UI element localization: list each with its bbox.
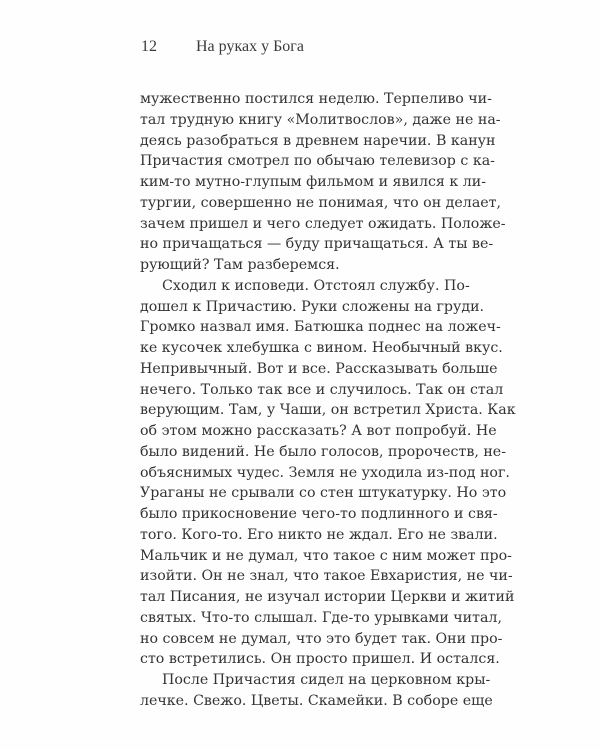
text-line: было прикосновение чего-то подлинного и свя-: [140, 506, 498, 522]
text-line: верующим. Там, у Чаши, он встретил Христа. Как: [140, 402, 516, 419]
text-line: но причащаться — буду причащаться. А ты ве-: [140, 236, 494, 253]
text-line: Мальчик и не думал, что такое с ним может про-: [140, 547, 512, 564]
text-line: деясь разобраться в древнем наречии. В канун: [140, 132, 496, 149]
text-line: зачем пришел и чего следует ожидать. Положе-: [140, 215, 506, 232]
text-line: было видений. Не было голосов, пророчеств, не-: [140, 443, 506, 460]
text-line: тал Писания, не изучал истории Церкви и житий: [140, 589, 515, 605]
text-line: нечего. Только так все и случилось. Так он стал: [140, 381, 504, 398]
text-line: об этом можно рассказать? А вот попробуй. Не: [140, 423, 497, 439]
text-line: рующий? Там разберемся.: [140, 257, 340, 273]
text-line: объяснимых чудес. Земля не уходила из-под ног.: [140, 464, 510, 481]
paragraph-start-line: Сходил к исповеди. Отстоял службу. По-: [162, 277, 470, 294]
text-line: святых. Что-то слышал. Где-то урывками читал,: [140, 609, 502, 626]
running-header: [141, 38, 471, 60]
text-line: дошел к Причастию. Руки сложены на груди.: [140, 298, 485, 315]
text-line: изойти. Он не знал, что такое Евхаристия, не чи-: [140, 568, 513, 585]
running-title: На руках у Бога: [196, 38, 304, 55]
text-line: ким-то мутно-глупым фильмом и явился к ли-: [140, 174, 487, 190]
text-line: Причастия смотрел по обычаю телевизор с ка-: [140, 153, 495, 170]
paragraph-start-line: После Причастия сидел на церковном кры-: [162, 672, 491, 688]
text-line: Громко назвал имя. Батюшка поднес на ложеч-: [140, 319, 501, 336]
text-line: мужественно постился неделю. Терпеливо чи-: [140, 91, 492, 107]
text-line: Непривычный. Вот и все. Рассказывать больше: [140, 360, 498, 377]
text-line: ке кусочек хлебушка с вином. Необычный вкус.: [140, 340, 503, 356]
text-line: лечке. Свежо. Цветы. Скамейки. В соборе еще: [140, 692, 493, 709]
body-text: [140, 89, 516, 712]
text-line: но совсем не думал, что это будет так. Они про-: [140, 630, 503, 647]
text-line: сто встретились. Он просто пришел. И остался.: [140, 651, 500, 668]
page-number: 12: [141, 38, 157, 55]
text-line: того. Кого-то. Его никто не ждал. Его не звали.: [140, 526, 498, 543]
text-line: тургии, совершенно не понимая, что он делает,: [140, 194, 502, 211]
text-line: тал трудную книгу «Молитвослов», даже не на-: [140, 111, 501, 128]
text-line: Ураганы не срывали со стен штукатурку. Но это: [140, 485, 507, 502]
